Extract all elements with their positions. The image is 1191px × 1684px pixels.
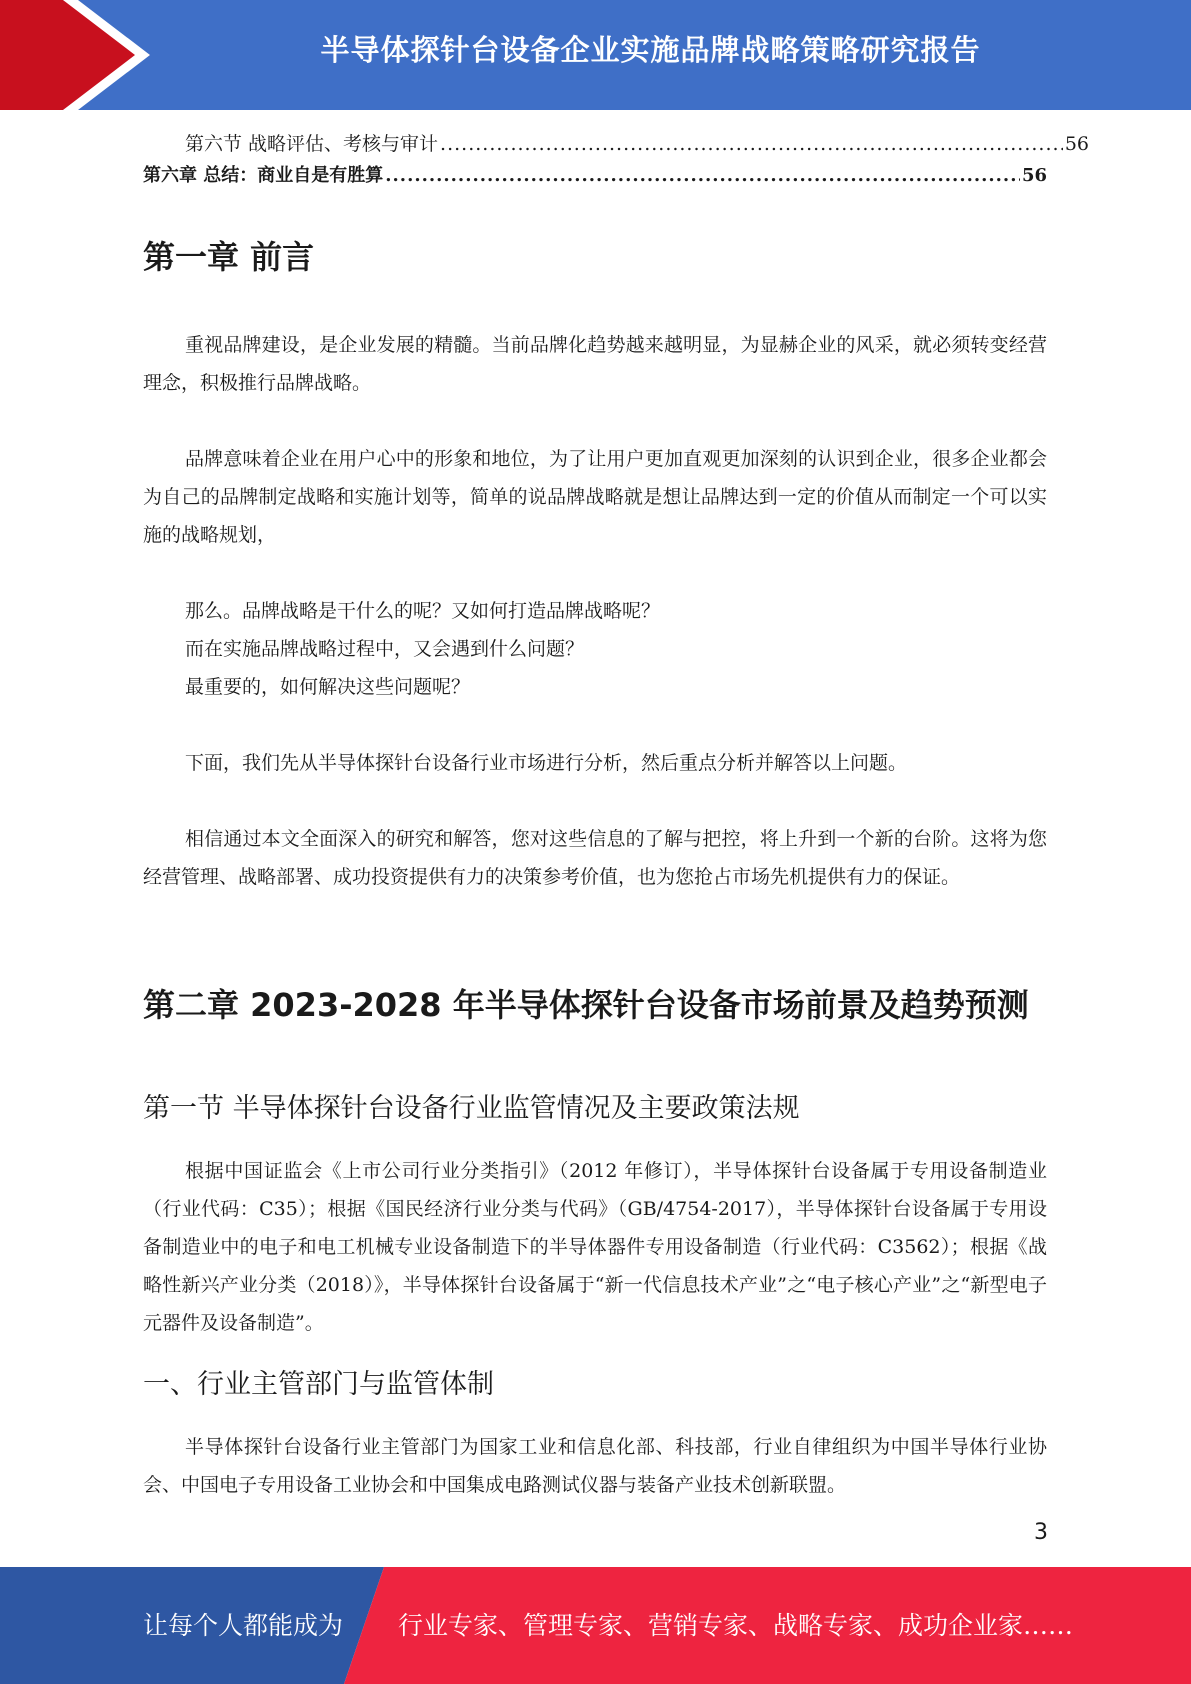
paragraph: 半导体探针台设备行业主管部门为国家工业和信息化部、科技部，行业自律组织为中国半导体行业协会、中国电子专用设备工业协会和中国集成电路测试仪器与装备产业技术创新联盟。 [143,1436,1047,1496]
footer-slogan-right: 行业专家、管理专家、营销专家、战略专家、成功企业家…… [398,1611,1074,1640]
header-banner [0,0,1191,110]
paragraph: 重视品牌建设，是企业发展的精髓。当前品牌化趋势越来越明显，为显赫企业的风采，就必须转变经营理念，积极推行品牌战略。 [143,334,1047,394]
paragraph: 下面，我们先从半导体探针台设备行业市场进行分析，然后重点分析并解答以上问题。 [185,752,908,774]
footer-banner [0,1567,1191,1684]
paragraph: 最重要的，如何解决这些问题呢？ [185,676,471,698]
paragraph: 品牌意味着企业在用户心中的形象和地位，为了让用户更加直观更加深刻的认识到企业，很多企业都会为自己的品牌制定战略和实施计划等，简单的说品牌战略就是想让品牌达到一定的价值从而制定一个可以实施的战略规划， [143,448,1047,546]
toc-entry-label: 第六节 战略评估、考核与审计 [185,133,439,155]
toc-leader-dots [440,128,1063,160]
chapter-heading: 第二章 2023-2028 年半导体探针台设备市场前景及趋势预测 [143,986,1029,1024]
report-title: 半导体探针台设备企业实施品牌战略策略研究报告 [320,33,981,67]
toc-entry-page: 56 [1064,133,1089,155]
paragraph: 而在实施品牌战略过程中，又会遇到什么问题？ [185,638,585,660]
toc-entry-page: 56 [1021,165,1047,186]
toc-entry[interactable] [143,160,1047,192]
toc-leader-dots [385,160,1020,192]
page-number: 3 [1034,1520,1048,1545]
toc-entry-label: 第六章 总结：商业自是有胜算 [143,165,384,186]
paragraph: 相信通过本文全面深入的研究和解答，您对这些信息的了解与把控，将上升到一个新的台阶。这将为您经营管理、战略部署、成功投资提供有力的决策参考价值，也为您抢占市场先机提供有力的保证。 [143,828,1047,888]
toc-entry[interactable] [143,128,1089,160]
paragraph: 那么。品牌战略是干什么的呢？又如何打造品牌战略呢？ [185,600,661,622]
section-heading: 第一节 半导体探针台设备行业监管情况及主要政策法规 [143,1093,800,1124]
subsection-heading: 一、行业主管部门与监管体制 [143,1369,494,1400]
paragraph: 根据中国证监会《上市公司行业分类指引》（2012 年修订），半导体探针台设备属于专用设备制造业（行业代码：C35）；根据《国民经济行业分类与代码》（GB/4754-2017），半导体探针台设备属于专用设备制造业中的电子和电工机械专业设备制造下的半导体器件专用设备制造（行业代码：C3562）；根据《战略性新兴产业分类（2018）》，半导体探针台设备属于“新一代信息技术产业”之“电子核心产业”之“新型电子元器件及设备制造”。 [143,1160,1047,1334]
footer-slogan-left: 让每个人都能成为 [143,1611,344,1640]
chapter-heading: 第一章 前言 [143,238,315,276]
